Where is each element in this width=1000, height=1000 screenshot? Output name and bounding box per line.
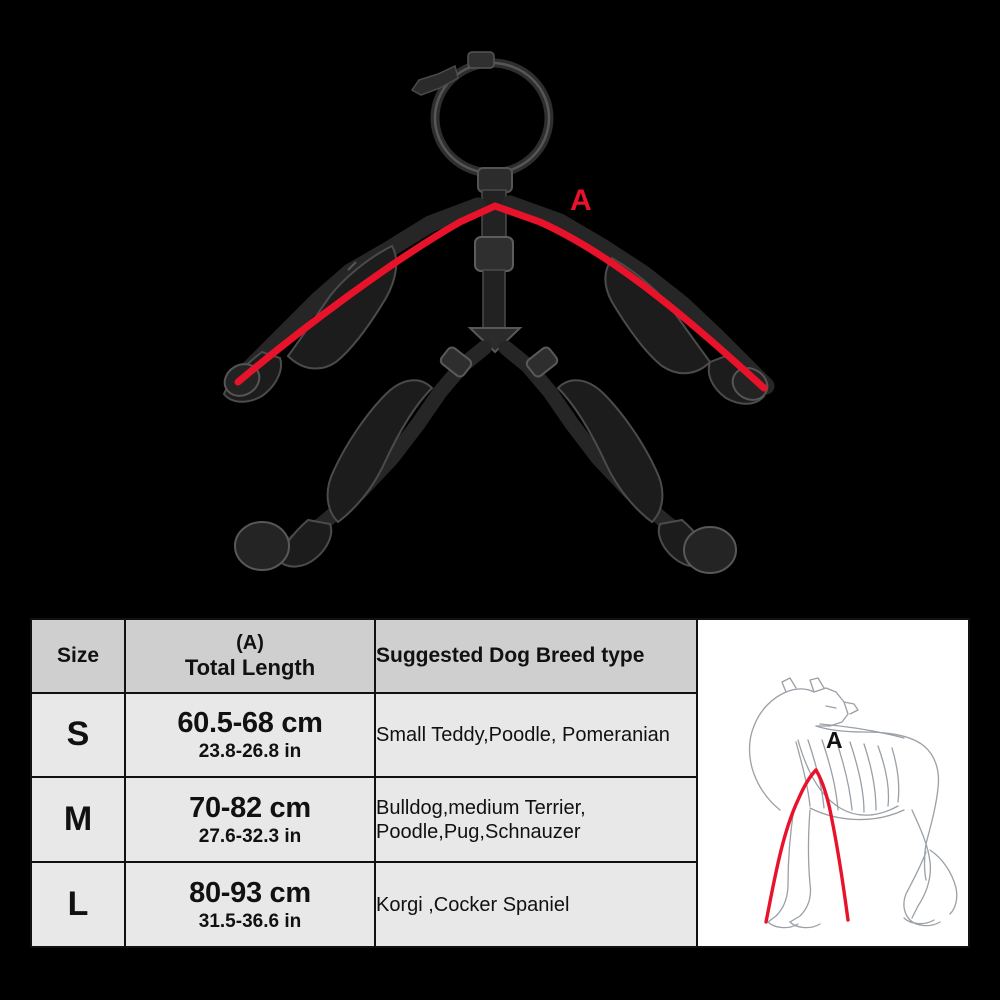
row-breed-m: Bulldog,medium Terrier, Poodle,Pug,Schnauzer [375,777,697,862]
dog-diagram-cell [697,619,969,947]
row-length-l [125,862,375,947]
row-length-in-l: 31.5-36.6 in [198,910,302,932]
row-breed-s: Small Teddy,Poodle, Pomeranian [375,693,697,778]
row-length-cm-s: 60.5-68 cm [177,706,323,739]
row-length-in-s: 23.8-26.8 in [198,740,302,762]
row-size-m: M [31,777,125,862]
header-total-length-line1: (A) [236,631,264,654]
header-size: Size [31,619,125,693]
size-chart-table [30,618,970,948]
row-size-s: S [31,693,125,778]
row-size-l: L [31,862,125,947]
dog-anatomy-diagram [698,622,966,944]
diagram-label-a: A [826,727,843,753]
header-total-length-line2: Total Length [184,654,316,680]
row-length-cm-m: 70-82 cm [189,791,311,824]
row-length-s [125,693,375,778]
header-breed: Suggested Dog Breed type [375,619,697,693]
row-length-in-m: 27.6-32.3 in [198,825,302,847]
row-breed-l: Korgi ,Cocker Spaniel [375,862,697,947]
measurement-label-a: A [570,184,592,217]
header-total-length [125,619,375,693]
row-length-cm-l: 80-93 cm [189,876,311,909]
row-length-m [125,777,375,862]
table-header-row [31,619,969,693]
